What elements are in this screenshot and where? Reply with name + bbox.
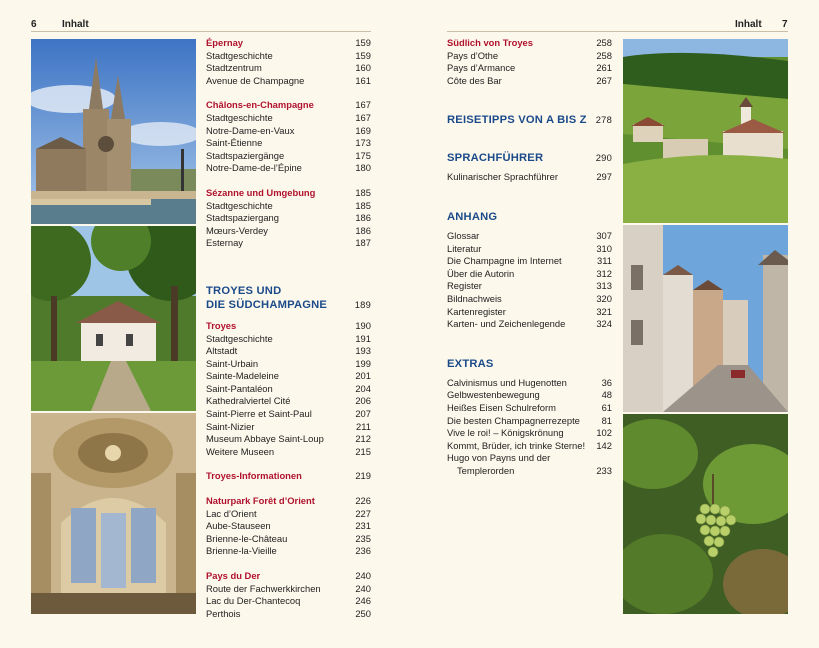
toc-entry[interactable]: Calvinismus und Hugenotten 36 bbox=[447, 376, 612, 388]
toc-heading-chalons[interactable]: Châlons-en-Champagne 167 bbox=[206, 99, 371, 111]
photo-vineyard-village bbox=[623, 39, 788, 223]
toc-chapter-extras bbox=[447, 357, 612, 478]
toc-entry[interactable]: Altstadt 193 bbox=[206, 345, 371, 357]
toc-entry[interactable]: Stadtgeschichte 191 bbox=[206, 332, 371, 344]
toc-section-chalons bbox=[206, 99, 371, 175]
toc-section-epernay bbox=[206, 37, 371, 87]
toc-entry[interactable]: Avenue de Champagne 161 bbox=[206, 74, 371, 86]
toc-entry[interactable]: Brienne-la-Vieille 236 bbox=[206, 545, 371, 557]
toc-section-troyes bbox=[206, 320, 371, 459]
toc-entry[interactable]: Register 313 bbox=[447, 280, 612, 292]
toc-left-column bbox=[206, 37, 371, 632]
photo-village-street bbox=[623, 225, 788, 412]
toc-section-suedlich bbox=[447, 37, 612, 87]
toc-entry[interactable]: Saint-Étienne 173 bbox=[206, 137, 371, 149]
toc-entry[interactable]: Karten- und Zeichenlegende 324 bbox=[447, 318, 612, 330]
toc-chapter-reisetipps[interactable]: REISETIPPS VON A BIS Z 278 bbox=[447, 114, 612, 127]
chapter-title-line2: DIE SÜDCHAMPAGNE 189 bbox=[206, 298, 371, 311]
toc-entry[interactable]: Vive le roi! – Königskrönung 102 bbox=[447, 427, 612, 439]
toc-chapter-troyes[interactable] bbox=[206, 284, 371, 312]
toc-entry[interactable]: Stadtzentrum 160 bbox=[206, 62, 371, 74]
right-running-title: Inhalt bbox=[735, 19, 762, 30]
toc-heading-foret-orient[interactable]: Naturpark Forêt d’Orient 226 bbox=[206, 495, 371, 507]
toc-heading-sprachfuehrer[interactable]: SPRACHFÜHRER 290 bbox=[447, 152, 612, 165]
toc-entry-line2: Templerorden 233 bbox=[457, 464, 612, 476]
left-header-rule bbox=[31, 31, 371, 32]
toc-entry[interactable]: Stadtgeschichte 159 bbox=[206, 49, 371, 61]
photo-chalons-cathedral bbox=[31, 39, 196, 224]
left-running-title: Inhalt bbox=[62, 19, 89, 30]
toc-entry[interactable]: Kulinarischer Sprachführer 297 bbox=[447, 171, 612, 183]
toc-entry[interactable]: Kathedralviertel Cité 206 bbox=[206, 395, 371, 407]
toc-entry[interactable]: Esternay 187 bbox=[206, 237, 371, 249]
chapter-title-line1: TROYES UND bbox=[206, 284, 282, 297]
toc-heading-pays-du-der[interactable]: Pays du Der 240 bbox=[206, 570, 371, 581]
toc-entry[interactable]: Bildnachweis 320 bbox=[447, 292, 612, 304]
toc-entry[interactable]: Museum Abbaye Saint-Loup 212 bbox=[206, 433, 371, 445]
toc-entry[interactable]: Notre-Dame-en-Vaux 169 bbox=[206, 124, 371, 136]
toc-entry[interactable]: Die Champagne im Internet 311 bbox=[447, 255, 612, 267]
toc-entry[interactable]: Die besten Champagnerrezepte 81 bbox=[447, 414, 612, 426]
toc-heading-suedlich[interactable]: Südlich von Troyes 258 bbox=[447, 37, 612, 48]
toc-entry[interactable]: Notre-Dame-de-l’Épine 180 bbox=[206, 162, 371, 174]
toc-entry[interactable]: Gelbwestenbewegung 48 bbox=[447, 389, 612, 401]
toc-heading-sezanne[interactable]: Sézanne und Umgebung 185 bbox=[206, 186, 371, 198]
toc-heading-anhang[interactable]: ANHANG bbox=[447, 210, 498, 223]
left-page-number: 6 bbox=[31, 19, 37, 30]
toc-entry[interactable]: Saint-Nizier 211 bbox=[206, 420, 371, 432]
toc-section-troyes-info bbox=[206, 470, 371, 483]
toc-section-foret-orient bbox=[206, 495, 371, 558]
toc-heading-troyes-info[interactable]: Troyes-Informationen 219 bbox=[206, 470, 371, 482]
toc-right-column bbox=[447, 37, 612, 489]
toc-entry[interactable]: Saint-Pierre et Saint-Paul 207 bbox=[206, 408, 371, 420]
photo-park-house bbox=[31, 226, 196, 411]
toc-entry[interactable]: Stadtspaziergänge 175 bbox=[206, 149, 371, 161]
toc-entry[interactable]: Brienne-le-Château 235 bbox=[206, 532, 371, 544]
toc-heading-epernay[interactable]: Épernay 159 bbox=[206, 37, 371, 48]
toc-entry-line1: Hugo von Payns und der bbox=[447, 452, 551, 464]
toc-entry[interactable]: Stadtspaziergang 186 bbox=[206, 212, 371, 224]
toc-entry[interactable]: Route der Fachwerkkirchen 240 bbox=[206, 582, 371, 594]
toc-entry[interactable]: Literatur 310 bbox=[447, 242, 612, 254]
toc-entry[interactable]: Kommt, Brüder, ich trinke Sterne! 142 bbox=[447, 439, 612, 451]
photo-grapes bbox=[623, 414, 788, 614]
toc-entry[interactable]: Côte des Bar 267 bbox=[447, 74, 612, 86]
toc-entry[interactable]: Kartenregister 321 bbox=[447, 305, 612, 317]
toc-entry[interactable]: Perthois 250 bbox=[206, 607, 371, 619]
toc-entry[interactable]: Heißes Eisen Schulreform 61 bbox=[447, 401, 612, 413]
toc-section-pays-du-der bbox=[206, 570, 371, 620]
toc-entry[interactable]: Lac du Der-Chantecoq 246 bbox=[206, 595, 371, 607]
right-header-rule bbox=[447, 31, 788, 32]
toc-entry[interactable]: Lac d’Orient 227 bbox=[206, 507, 371, 519]
toc-chapter-sprachfuehrer bbox=[447, 151, 612, 184]
toc-entry[interactable]: Mœurs-Verdey 186 bbox=[206, 224, 371, 236]
toc-entry[interactable]: Stadtgeschichte 167 bbox=[206, 111, 371, 123]
toc-chapter-anhang bbox=[447, 210, 612, 331]
toc-entry[interactable]: Stadtgeschichte 185 bbox=[206, 199, 371, 211]
toc-entry[interactable]: Weitere Museen 215 bbox=[206, 445, 371, 457]
toc-entry-multiline[interactable] bbox=[447, 452, 612, 477]
toc-entry[interactable]: Über die Autorin 312 bbox=[447, 267, 612, 279]
toc-entry[interactable]: Sainte-Madeleine 201 bbox=[206, 370, 371, 382]
toc-section-sezanne bbox=[206, 187, 371, 250]
toc-entry[interactable]: Saint-Urbain 199 bbox=[206, 357, 371, 369]
toc-entry[interactable]: Saint-Pantaléon 204 bbox=[206, 382, 371, 394]
toc-entry[interactable]: Glossar 307 bbox=[447, 229, 612, 241]
toc-entry[interactable]: Pays d’Othe 258 bbox=[447, 49, 612, 61]
toc-heading-troyes[interactable]: Troyes 190 bbox=[206, 319, 371, 331]
toc-entry[interactable]: Aube-Stauseen 231 bbox=[206, 520, 371, 532]
toc-entry[interactable]: Pays d’Armance 261 bbox=[447, 62, 612, 74]
right-page-number: 7 bbox=[782, 19, 788, 30]
photo-church-interior bbox=[31, 413, 196, 614]
toc-heading-extras[interactable]: EXTRAS bbox=[447, 357, 494, 370]
